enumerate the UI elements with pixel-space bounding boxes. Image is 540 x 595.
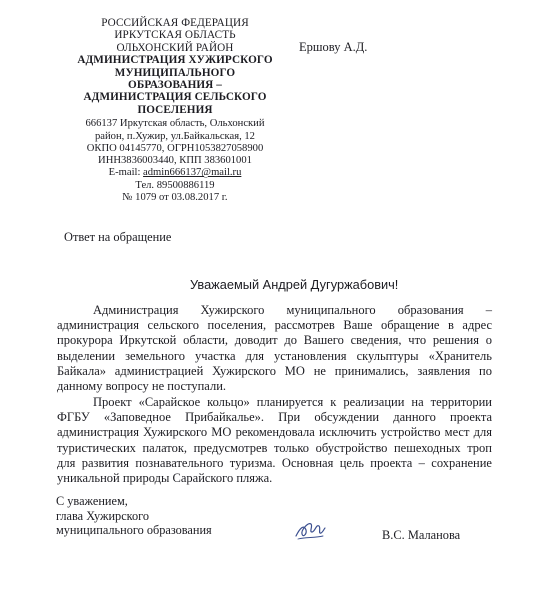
okpo-ogrn-line: ОКПО 04145770, ОГРН1053827058900 — [86, 142, 264, 154]
inn-kpp-line: ИНН3836003440, КПП 383601001 — [98, 155, 252, 167]
address-line: район, п.Хужир, ул.Байкальская, 12 — [95, 130, 255, 142]
letterhead-org-line: АДМИНИСТРАЦИЯ СЕЛЬСКОГО — [83, 91, 267, 104]
closing-line: муниципального образования — [56, 523, 212, 538]
body-paragraph-2: Проект «Сарайское кольцо» планируется к реализации на территории ФГБУ «Заповедное Прибайкалье». При обсуждении данного проекта администрация Хужирского МО рекомендовала исключить устройство мест для туристических палаток, предусмотрев только обустройство пешеходных троп для развития познавательного туризма. Основная цель проекта – сохранение уникальной природы Сарайского пляжа. — [57, 395, 492, 486]
phone-line: Тел. 89500886119 — [135, 179, 215, 191]
letterhead — [66, 17, 284, 204]
letterhead-line-country: РОССИЙСКАЯ ФЕДЕРАЦИЯ — [101, 17, 249, 29]
email-line — [66, 167, 284, 179]
closing-block — [56, 494, 256, 538]
letterhead-org-line: ОБРАЗОВАНИЯ – — [128, 79, 222, 92]
greeting: Уважаемый Андрей Дугуржабович! — [190, 277, 399, 292]
signatory-name: В.С. Маланова — [382, 528, 461, 542]
address-line: 666137 Иркутская область, Ольхонский — [85, 118, 265, 130]
letterhead-org-line: МУНИЦИПАЛЬНОГО — [114, 66, 236, 79]
body-paragraph-1: Администрация Хужирского муниципального образования – администрация сельского поселения, рассмотрев Ваше обращение в адрес прокурора Иркутской области, доводит до Вашего сведения, что решения о выделении земельного участка для установления скульптуры «Хранитель Байкала» администрацией Хужирского МО не принимались, заявления по данному вопросу не поступали. — [57, 303, 492, 394]
email-link[interactable]: admin666137@mail.ru — [143, 167, 242, 179]
recipient-name: Ершову А.Д. — [299, 40, 368, 54]
letterhead-org-line: ПОСЕЛЕНИЯ — [137, 103, 213, 116]
letterhead-line-region: ИРКУТСКАЯ ОБЛАСТЬ — [114, 29, 236, 42]
reply-label: Ответ на обращение — [64, 230, 172, 244]
letterhead-line-district: ОЛЬХОНСКИЙ РАЙОН — [116, 41, 234, 54]
handwritten-signature — [292, 512, 328, 548]
closing-line: глава Хужирского — [56, 508, 150, 523]
email-prefix: E-mail: — [108, 167, 144, 179]
document-number: № 1079 от 03.08.2017 г. — [122, 192, 228, 204]
closing-line: С уважением, — [56, 494, 128, 508]
letterhead-org-line: АДМИНИСТРАЦИЯ ХУЖИРСКОГО — [77, 54, 273, 67]
